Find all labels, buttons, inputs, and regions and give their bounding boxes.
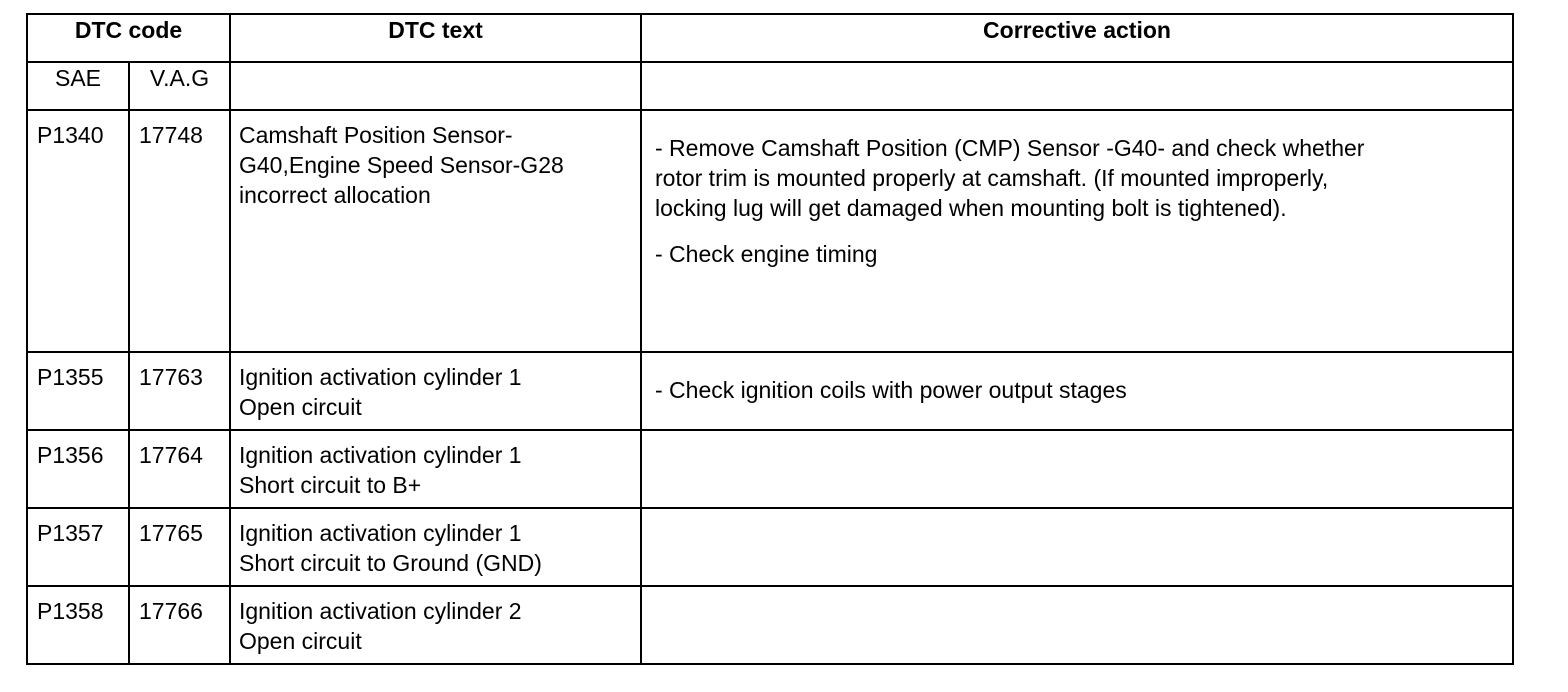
table-row — [27, 352, 1513, 430]
header-dtc-code: DTC code — [27, 14, 230, 62]
table-row — [27, 586, 1513, 664]
sae-code: P1355 — [27, 352, 129, 430]
header-row — [27, 14, 1513, 62]
dtc-text: Ignition activation cylinder 1 Short circuit to Ground (GND) — [230, 508, 641, 586]
vag-code: 17763 — [129, 352, 230, 430]
action-item: - Check ignition coils with power output stages — [655, 377, 1127, 403]
table-row — [27, 430, 1513, 508]
table-row — [27, 110, 1513, 352]
dtc-text: Ignition activation cylinder 2 Open circuit — [230, 586, 641, 664]
corrective-action — [641, 430, 1513, 508]
subheader-empty — [641, 62, 1513, 110]
sae-code: P1357 — [27, 508, 129, 586]
subheader-empty — [230, 62, 641, 110]
header-dtc-text: DTC text — [230, 14, 641, 62]
dtc-table — [26, 13, 1514, 665]
dtc-text: Ignition activation cylinder 1 Short circuit to B+ — [230, 430, 641, 508]
vag-code: 17765 — [129, 508, 230, 586]
dtc-text: Camshaft Position Sensor- G40,Engine Speed Sensor-G28 incorrect allocation — [230, 110, 641, 352]
subheader-row — [27, 62, 1513, 110]
header-vag: V.A.G — [129, 62, 230, 110]
corrective-action — [641, 352, 1513, 430]
corrective-action — [641, 110, 1513, 352]
corrective-action — [641, 508, 1513, 586]
action-item: - Remove Camshaft Position (CMP) Sensor -G40- and check whether rotor trim is mounted properly at camshaft. (If mounted improperly, locking lug will get damaged when mounting bolt is tightened). — [655, 135, 1365, 221]
corrective-action — [641, 586, 1513, 664]
vag-code: 17748 — [129, 110, 230, 352]
vag-code: 17766 — [129, 586, 230, 664]
sae-code: P1340 — [27, 110, 129, 352]
sae-code: P1356 — [27, 430, 129, 508]
header-corrective-action: Corrective action — [641, 14, 1513, 62]
action-item: - Check engine timing — [655, 241, 878, 267]
vag-code: 17764 — [129, 430, 230, 508]
dtc-text: Ignition activation cylinder 1 Open circuit — [230, 352, 641, 430]
table-row — [27, 508, 1513, 586]
header-sae: SAE — [27, 62, 129, 110]
sae-code: P1358 — [27, 586, 129, 664]
